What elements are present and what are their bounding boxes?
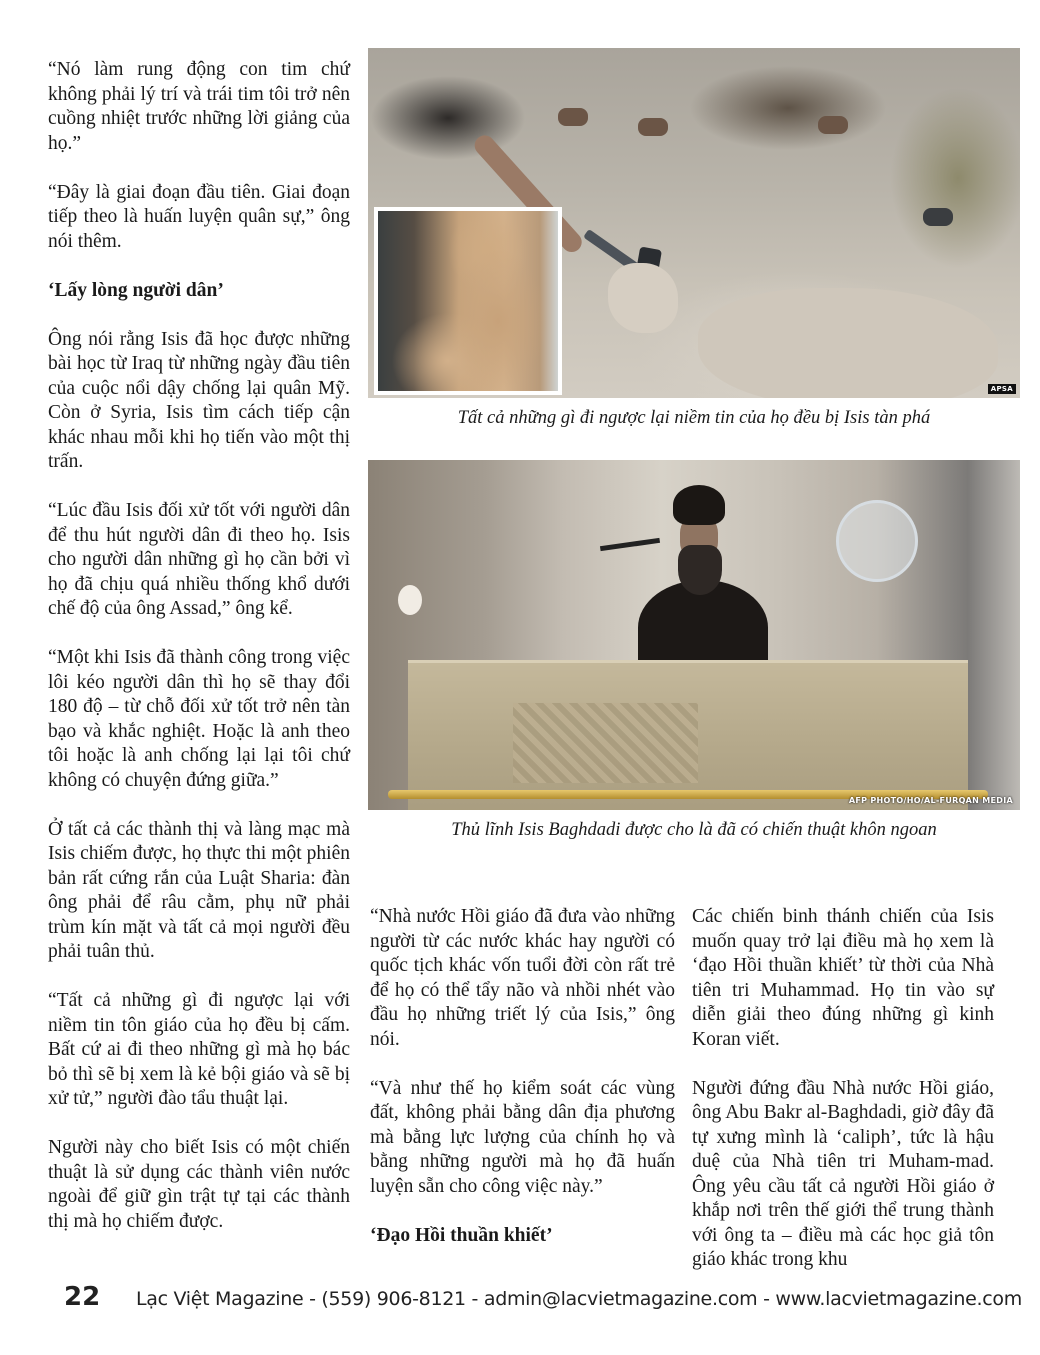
article-column-2 <box>370 905 675 1273</box>
photo-foot <box>638 118 668 136</box>
photo-foot <box>818 116 848 134</box>
section-heading: ‘Đạo Hồi thuần khiết’ <box>370 1224 553 1246</box>
paragraph: “Và như thế họ kiểm soát các vùng đất, không phải bằng dân địa phương mà bằng lực lượng của chính họ và bằng những người mà họ đã huấn luyện sẵn cho công việc này.” <box>370 1077 675 1197</box>
speaker-figure <box>638 485 768 660</box>
paragraph: “Nó làm rung động con tim chứ không phải lý trí và trái tim tôi trở nên cuồng nhiệt trước những lời giảng của họ.” <box>48 59 350 154</box>
article-column-3 <box>692 905 994 1297</box>
paragraph: Người đứng đầu Nhà nước Hồi giáo, ông Abu Bakr al-Baghdadi, giờ đây đã tự xưng mình là ‘caliph’, tức là hậu duệ của Nhà tiên tri Muham-mad. Ông yêu cầu tất cả người Hồi giáo ở khắp nơi trên thế giới thể trung thành với ông ta – điều mà các học giả tôn giáo khác trong khu <box>692 1077 994 1270</box>
footer-contact-text: Lạc Việt Magazine - (559) 906-8121 - admin@lacvietmagazine.com - www.lacvietmagazine.com <box>136 1288 1022 1310</box>
assyrian-statue-inset-photo <box>374 207 562 395</box>
baghdadi-pulpit-photo <box>368 460 1020 810</box>
wall-lamp <box>398 585 422 615</box>
photo-foot <box>923 208 953 226</box>
figure-caption: Tất cả những gì đi ngược lại niềm tin của họ đều bị Isis tàn phá <box>457 408 931 428</box>
paragraph: Các chiến binh thánh chiến của Isis muốn quay trở lại điều mà họ xem là ‘đạo Hồi thuần khiết’ từ thời của Nhà tiên tri Muhammad. Họ tin vào sự diễn giải theo đúng những gì kinh Koran viết. <box>692 906 994 1050</box>
paragraph: Ông nói rằng Isis đã học được những bài học từ Iraq từ những ngày đầu tiên của cuộc nổi dậy chống lại quân Mỹ. Còn ở Syria, Isis tìm cách tiếp cận khác nhau mỗi khi họ tiến vào một thị trấn. <box>48 328 350 472</box>
paragraph: “Lúc đầu Isis đối xử tốt với người dân để thu hút người dân đi theo họ. Isis cho người dân những gì họ cần bởi vì họ đã chịu quá nhiều thống khổ dưới chế độ của ông Assad,” ông kể. <box>48 500 350 619</box>
statue-rubble <box>698 288 998 398</box>
page-footer <box>64 1282 1022 1312</box>
pulpit <box>408 660 968 810</box>
figure-caption: Thủ lĩnh Isis Baghdadi được cho là đã có chiến thuật khôn ngoan <box>451 820 937 840</box>
paragraph: “Nhà nước Hồi giáo đã đưa vào những người từ các nước khác hay người có quốc tịch khác vốn tuổi đời còn rất trẻ để họ có thể tẩy não và nhồi nhét vào đầu họ những triết lý của Isis,” ông nói. <box>370 906 675 1050</box>
article-column-1 <box>48 58 350 1259</box>
photo-credit: APSA <box>988 384 1016 394</box>
paragraph: Ở tất cả các thành thị và làng mạc mà Isis chiếm được, họ thực thi một phiên bản rất cứng rắn của Luật Sharia: đàn ông phải để râu cằm, phụ nữ phải trùm kín mặt và tất cả mọi người đều phải tuân thủ. <box>48 818 350 962</box>
beard <box>678 545 722 595</box>
paragraph: “Đây là giai đoạn đầu tiên. Giai đoạn tiếp theo là huấn luyện quân sự,” ông nói thêm. <box>48 181 350 252</box>
photo-credit: AFP PHOTO/HO/AL-FURQAN MEDIA <box>848 796 1013 805</box>
calligraphy-panel <box>513 703 698 783</box>
wall-fan <box>836 500 918 582</box>
page-number: 22 <box>64 1282 101 1312</box>
stone-fragment <box>608 263 678 333</box>
paragraph: “Tất cả những gì đi ngược lại với niềm tin tôn giáo của họ đều bị cấm. Bất cứ ai đi theo những gì mà họ bác bỏ thì sẽ bị xem là kẻ bội giáo và sẽ bị xử tử,” người đào tẩu thuật lại. <box>48 990 350 1109</box>
photo-foot <box>558 108 588 126</box>
section-heading: ‘Lấy lòng người dân’ <box>48 279 224 301</box>
paragraph: “Một khi Isis đã thành công trong việc lôi kéo người dân thì họ sẽ thay đổi 180 độ – từ chỗ đối xử tốt trở nên tàn bạo và khắc nghiệt. Hoặc là anh theo tôi hoặc là anh chống lại lại tôi chứ không có chuyện đứng giữa.” <box>48 647 350 791</box>
paragraph: Người này cho biết Isis có một chiến thuật là sử dụng các thành viên nước ngoài để giữ gìn trật tự tại các thành thị mà họ chiếm được. <box>48 1137 350 1232</box>
turban <box>673 485 725 525</box>
